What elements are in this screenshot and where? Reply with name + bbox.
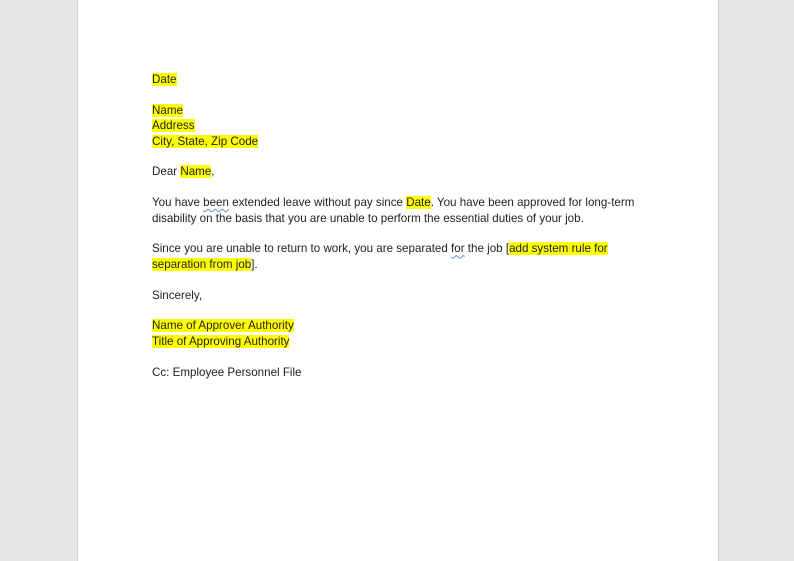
system-rule-placeholder-part1[interactable]: add system rule for (509, 242, 608, 256)
paragraph-leave-text: You have (152, 196, 204, 210)
letter-body (152, 72, 644, 395)
paragraph-separation-text: ]. (251, 257, 258, 271)
recipient-address-placeholder[interactable]: Address (152, 119, 195, 133)
paragraph-leave-line2: disability on the basis that you are unable to perform the essential duties of your job. (152, 211, 584, 225)
salutation-prefix: Dear (152, 165, 181, 179)
document-page (77, 0, 719, 561)
paragraph-leave-text: extended leave without pay since (228, 196, 407, 210)
paragraph-separation-text: Since you are unable to return to work, you are separated (152, 242, 452, 256)
approver-title-placeholder[interactable]: Title of Approving Authority (152, 334, 290, 348)
grammar-flag-been[interactable]: been (203, 196, 229, 210)
system-rule-placeholder-part2[interactable]: separation from job (152, 257, 252, 271)
salutation (152, 164, 644, 179)
closing-text: Sincerely, (152, 288, 203, 302)
date-placeholder[interactable]: Date (152, 73, 177, 86)
signature-block (152, 318, 644, 349)
recipient-address-block (152, 103, 644, 149)
salutation-name-placeholder[interactable]: Name (180, 165, 212, 179)
leave-date-placeholder[interactable]: Date (406, 196, 431, 210)
paragraph-leave-text: . You have been approved for long-term (430, 196, 635, 210)
closing (152, 288, 644, 303)
approver-name-placeholder[interactable]: Name of Approver Authority (152, 319, 294, 333)
cc-line (152, 365, 644, 380)
salutation-suffix: , (211, 165, 215, 179)
paragraph-leave (152, 195, 644, 226)
date-block (152, 72, 644, 87)
paragraph-separation-text: the job [ (464, 242, 510, 256)
paragraph-separation (152, 241, 644, 272)
recipient-name-placeholder[interactable]: Name (152, 103, 183, 117)
grammar-flag-for[interactable]: for (451, 242, 465, 256)
recipient-city-state-zip-placeholder[interactable]: City, State, Zip Code (152, 134, 259, 148)
cc-text: Cc: Employee Personnel File (152, 365, 302, 379)
